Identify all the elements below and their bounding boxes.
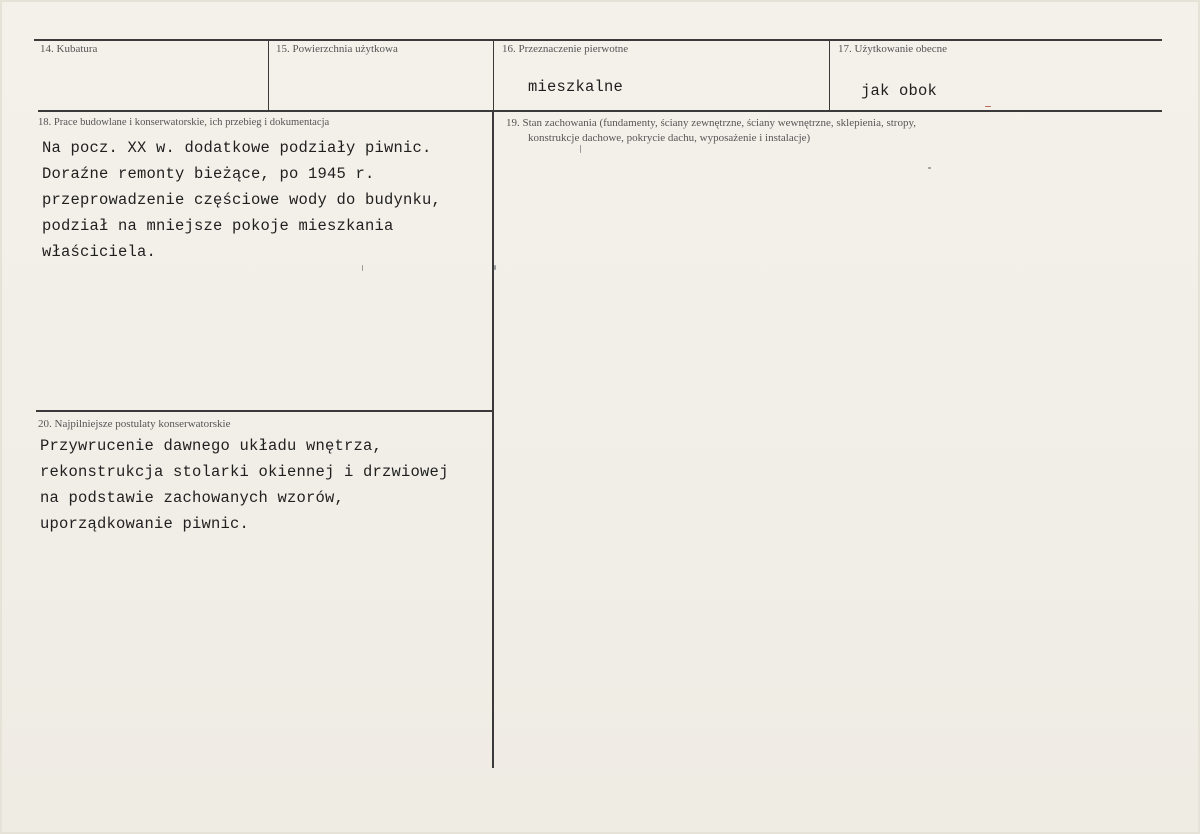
- field-17-label: 17. Użytkowanie obecne: [838, 43, 948, 55]
- field-19-label-line2: konstrukcje dachowe, pokrycie dachu, wyposażenie i instalacje): [528, 132, 811, 144]
- field-18-label: 18. Prace budowlane i konserwatorskie, ich przebieg i dokumentacja: [38, 117, 330, 128]
- separator-main: [492, 111, 494, 768]
- field-20-text: [40, 433, 449, 537]
- field-18-line: przeprowadzenie częściowe wody do budynku,: [42, 191, 442, 209]
- field-18-line: Na pocz. XX w. dodatkowe podziały piwnic.: [42, 139, 432, 157]
- field-17-value: jak obok: [861, 82, 938, 100]
- field-18-text: [42, 135, 441, 265]
- separator-16-17: [829, 40, 830, 110]
- separator-15-16: [493, 40, 494, 110]
- field-19-label-line1: 19. Stan zachowania (fundamenty, ściany zewnętrzne, ściany wewnętrzne, sklepienia, stropy,: [506, 117, 917, 129]
- field-16-label: 16. Przeznaczenie pierwotne: [502, 43, 629, 55]
- separator-14-15: [268, 40, 269, 110]
- field-20-label: 20. Najpilniejsze postulaty konserwatorskie: [38, 418, 231, 430]
- header-bottom-rule: [38, 110, 1162, 112]
- top-rule: [34, 39, 1162, 41]
- separator-18-20: [36, 410, 493, 412]
- field-16-value: mieszkalne: [528, 78, 624, 96]
- field-14-label: 14. Kubatura: [40, 43, 98, 55]
- paper-speck: [928, 167, 931, 169]
- paper-speck: [362, 265, 363, 271]
- paper-speck: [494, 265, 496, 270]
- paper-speck: [985, 106, 991, 107]
- field-18-line: właściciela.: [42, 243, 157, 261]
- field-20-line: uporządkowanie piwnic.: [40, 515, 250, 533]
- paper-speck: [580, 145, 581, 153]
- field-15-label: 15. Powierzchnia użytkowa: [276, 43, 398, 55]
- field-18-line: Doraźne remonty bieżące, po 1945 r.: [42, 165, 375, 183]
- field-18-line: podział na mniejsze pokoje mieszkania: [42, 217, 394, 235]
- field-20-line: Przywrucenie dawnego układu wnętrza,: [40, 437, 383, 455]
- field-20-line: na podstawie zachowanych wzorów,: [40, 489, 345, 507]
- field-20-line: rekonstrukcja stolarki okiennej i drzwiowej: [40, 463, 449, 481]
